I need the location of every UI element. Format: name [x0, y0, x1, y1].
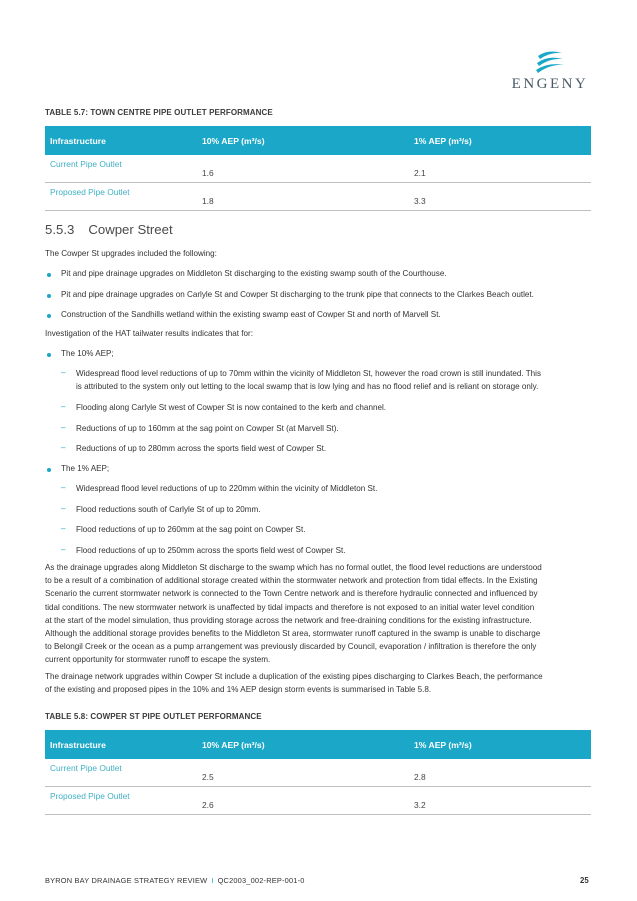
aep1-item: Widespread flood level reductions of up to 220mm within the vicinity of Middleton St.	[76, 484, 378, 493]
page-footer	[45, 876, 305, 885]
header-infrastructure: Infrastructure	[50, 740, 106, 750]
row-10-aep: 1.6	[202, 168, 214, 178]
row-name: Current Pipe Outlet	[50, 159, 122, 169]
text-line: to be a result of a combination of additional storage created within the stormwater network and protection from tidal effects. In the Existing	[45, 576, 538, 586]
dash-icon: –	[61, 443, 66, 452]
engeny-wave-icon	[534, 50, 566, 74]
engeny-wordmark: ENGENY	[511, 76, 589, 92]
text-line: of the existing and proposed pipes in the 10% and 1% AEP design storm events is summarised in Table 5.8.	[45, 685, 432, 695]
row-name: Proposed Pipe Outlet	[50, 187, 130, 197]
bullet-icon	[47, 294, 51, 298]
dash-icon: –	[61, 402, 66, 411]
footer-reference: QC2003_002-REP-001-0	[217, 876, 305, 885]
bullet-icon	[47, 273, 51, 277]
dash-icon: –	[61, 524, 66, 533]
text-line: Scenario the current stormwater network is connected to the Town Centre network and is therefore hydraulic connected and influenced by	[45, 589, 538, 599]
footer-separator: I	[211, 876, 214, 885]
footer-title: BYRON BAY DRAINAGE STRATEGY REVIEW	[45, 876, 208, 885]
aep10-item: Widespread flood level reductions of up to 70mm within the vicinity of Middleton St, however the road crown is still inundated. This	[76, 369, 542, 378]
aep1-item: Flood reductions of up to 250mm across the sports field west of Cowper St.	[76, 546, 346, 555]
dash-icon: –	[61, 368, 66, 377]
body-paragraph	[45, 670, 593, 696]
bullet-icon	[47, 353, 51, 357]
row-10-aep: 2.6	[202, 800, 214, 810]
text-line: tidal conditions. The new stormwater network is unaffected by tidal impacts and therefore is not exposed to an initial water level condition	[45, 602, 535, 612]
header-1-aep: 1% AEP (m³/s)	[414, 136, 472, 146]
section-title: Cowper Street	[88, 222, 173, 237]
bullet-icon	[47, 314, 51, 318]
row-10-aep: 1.8	[202, 196, 214, 206]
upgrade-item: Pit and pipe drainage upgrades on Middleton St discharging to the existing swamp south of the Courthouse.	[61, 269, 447, 278]
upgrade-item: Construction of the Sandhills wetland within the existing swamp east of Cowper St and north of Marvell St.	[61, 310, 441, 319]
header-infrastructure: Infrastructure	[50, 136, 106, 146]
text-line: to Belongil Creek or the ocean as a pump arrangement was previously discarded by Council, evaporation / infiltration is therefore the only	[45, 642, 537, 652]
dash-icon: –	[61, 483, 66, 492]
dash-icon: –	[61, 504, 66, 513]
aep10-label: The 10% AEP;	[61, 349, 114, 358]
table-row	[45, 787, 591, 815]
table-row	[45, 183, 591, 211]
investigation-text: Investigation of the HAT tailwater results indicates that for:	[45, 329, 253, 338]
aep10-item-continued: is attributed to the system only out letting to the local swamp that is low lying and has no flood relief and is reliant on storage only.	[76, 382, 539, 391]
section-number: 5.5.3	[45, 222, 75, 237]
table-header	[45, 126, 591, 155]
row-name: Current Pipe Outlet	[50, 763, 122, 773]
header-10-aep: 10% AEP (m³/s)	[202, 740, 265, 750]
text-line: at the start of the model simulation, thus providing storage across the network and free-draining conditions for the existing infrastructure.	[45, 615, 532, 625]
table-5-7	[45, 126, 591, 211]
text-line: current opportunity for stormwater runoff to escape the system.	[45, 655, 271, 665]
aep10-item: Reductions of up to 280mm across the sports field west of Cowper St.	[76, 444, 327, 453]
table-row	[45, 759, 591, 787]
table-header	[45, 730, 591, 759]
upgrade-item: Pit and pipe drainage upgrades on Carlyle St and Cowper St discharging to the trunk pipe that connects to the Clarkes Beach outlet.	[61, 290, 534, 299]
aep10-item: Flooding along Carlyle St west of Cowper St is now contained to the kerb and channel.	[76, 403, 386, 412]
aep1-item: Flood reductions south of Carlyle St of up to 20mm.	[76, 505, 261, 514]
row-1-aep: 3.2	[414, 800, 426, 810]
text-line: The drainage network upgrades within Cowper St include a duplication of the existing pipes discharging to Clarkes Beach, the performance	[45, 672, 543, 681]
table-5-8-caption: TABLE 5.8: COWPER ST PIPE OUTLET PERFORMANCE	[45, 712, 262, 721]
intro-text: The Cowper St upgrades included the following:	[45, 249, 217, 258]
text-line: As the drainage upgrades along Middleton St discharge to the swamp which has no formal outlet, the flood level reductions are understood	[45, 563, 542, 572]
row-1-aep: 3.3	[414, 196, 426, 206]
table-row	[45, 155, 591, 183]
row-name: Proposed Pipe Outlet	[50, 791, 130, 801]
text-line: Although the additional storage provides benefits to the Middleton St area, stormwater runoff captured in the swamp is unable to discharge	[45, 629, 541, 639]
row-10-aep: 2.5	[202, 772, 214, 782]
page-number: 25	[580, 876, 589, 885]
table-5-7-caption: TABLE 5.7: TOWN CENTRE PIPE OUTLET PERFORMANCE	[45, 108, 273, 117]
row-1-aep: 2.1	[414, 168, 426, 178]
engeny-logo	[504, 50, 596, 96]
dash-icon: –	[61, 545, 66, 554]
aep10-item: Reductions of up to 160mm at the sag point on Cowper St (at Marvell St).	[76, 424, 339, 433]
header-1-aep: 1% AEP (m³/s)	[414, 740, 472, 750]
aep1-item: Flood reductions of up to 260mm at the sag point on Cowper St.	[76, 525, 306, 534]
table-5-8	[45, 730, 591, 815]
dash-icon: –	[61, 423, 66, 432]
aep1-label: The 1% AEP;	[61, 464, 110, 473]
header-10-aep: 10% AEP (m³/s)	[202, 136, 265, 146]
row-1-aep: 2.8	[414, 772, 426, 782]
bullet-icon	[47, 468, 51, 472]
section-heading	[45, 222, 173, 237]
body-paragraph	[45, 561, 593, 667]
